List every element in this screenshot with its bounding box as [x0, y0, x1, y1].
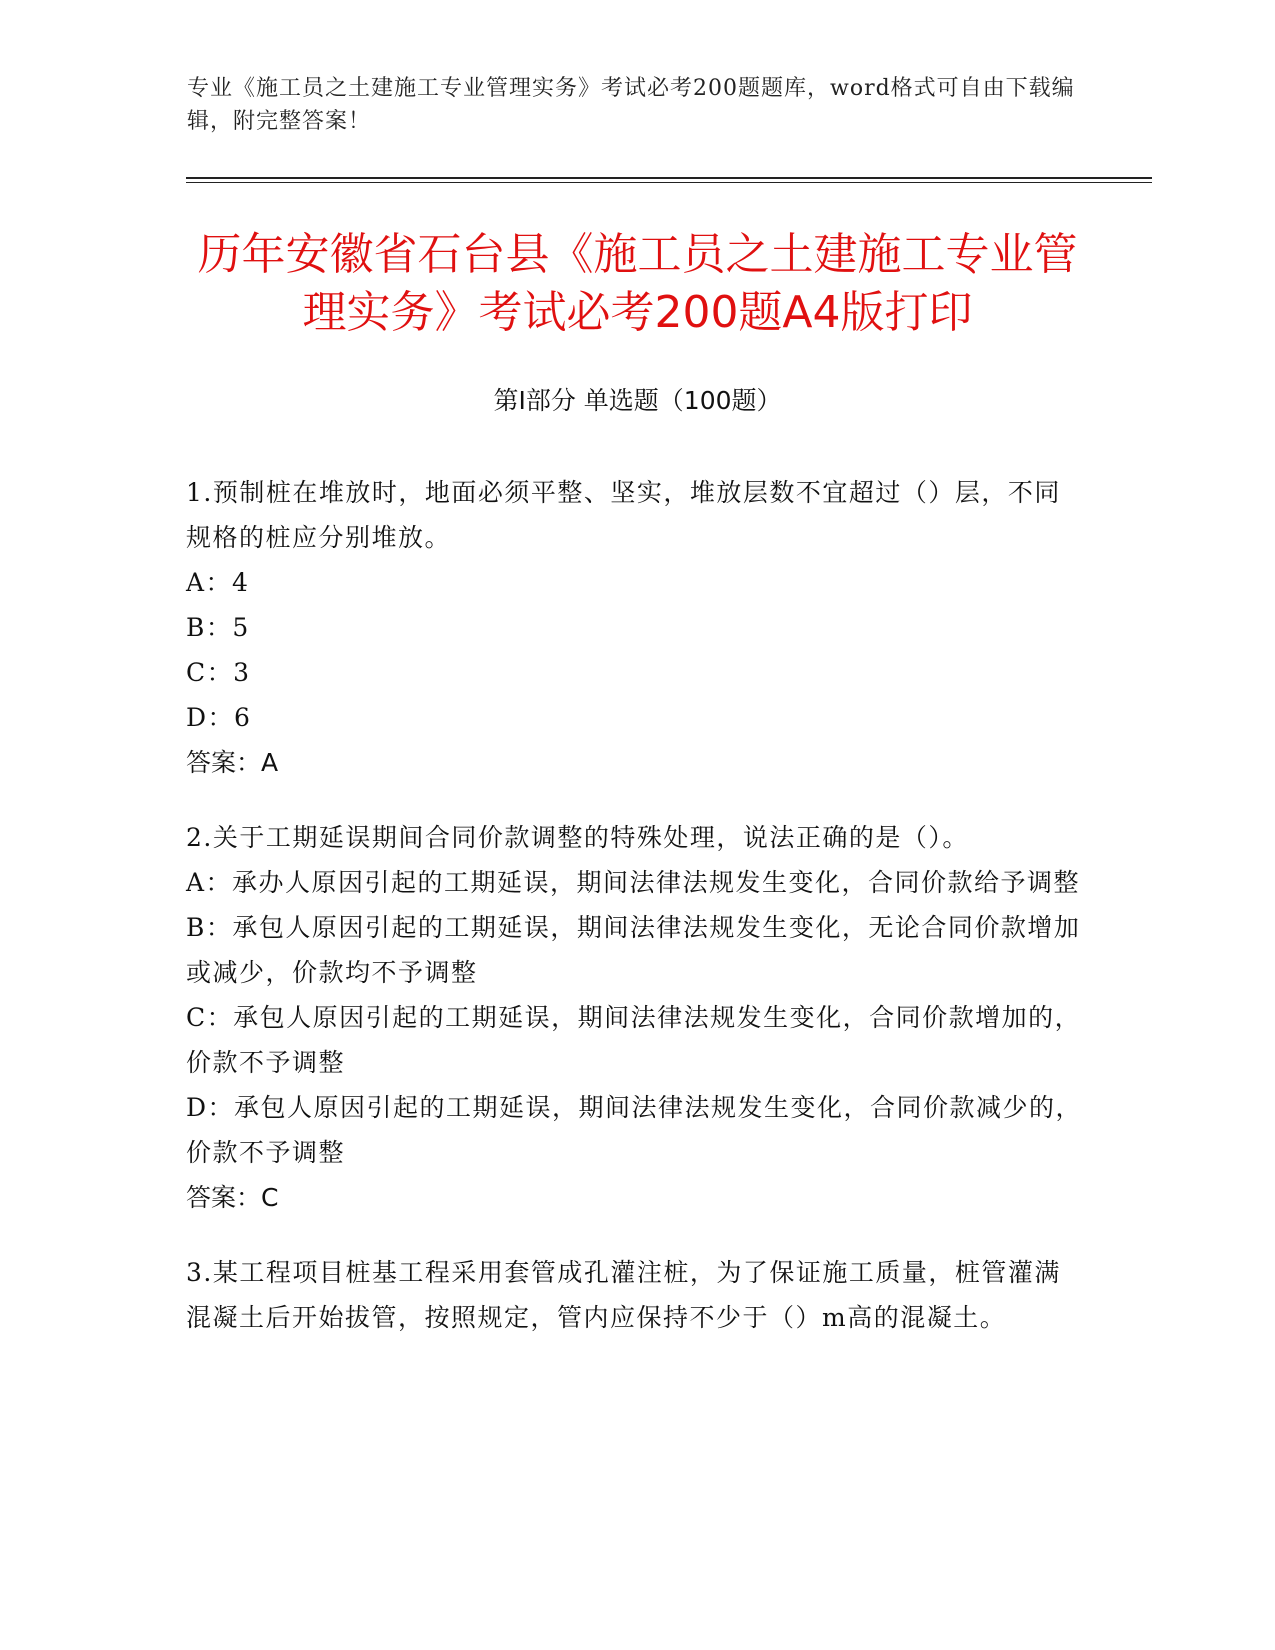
option-b: B：5 [186, 613, 250, 642]
option-a: A：承办人原因引起的工期延误，期间法律法规发生变化，合同价款给予调整 [186, 868, 1081, 897]
header-divider-thin [186, 182, 1152, 183]
question-1 [186, 470, 1086, 785]
header-divider-thick [186, 177, 1152, 179]
option-d: D：承包人原因引起的工期延误，期间法律法规发生变化，合同价款减少的，价款不予调整 [186, 1093, 1083, 1167]
option-a: A：4 [186, 568, 250, 597]
question-2 [186, 815, 1086, 1220]
question-3 [186, 1250, 1086, 1340]
answer: 答案：C [186, 1183, 279, 1212]
question-text: 3.某工程项目桩基工程采用套管成孔灌注桩，为了保证施工质量，桩管灌满混凝土后开始拔管，按照规定，管内应保持不少于（）m高的混凝土。 [186, 1258, 1061, 1332]
page-title: 历年安徽省石台县《施工员之土建施工专业管理实务》考试必考200题A4版打印 [197, 229, 1078, 338]
option-d: D：6 [186, 703, 252, 732]
question-list [186, 470, 1086, 1370]
question-text: 2.关于工期延误期间合同价款调整的特殊处理，说法正确的是（）。 [186, 823, 969, 852]
option-c: C：承包人原因引起的工期延误，期间法律法规发生变化，合同价款增加的，价款不予调整 [186, 1003, 1082, 1077]
answer: 答案：A [186, 748, 279, 777]
option-b: B：承包人原因引起的工期延误，期间法律法规发生变化，无论合同价款增加或减少，价款均不予调整 [186, 913, 1081, 987]
header-note: 专业《施工员之土建施工专业管理实务》考试必考200题题库，word格式可自由下载编辑，附完整答案！ [187, 76, 1075, 134]
question-text: 1.预制桩在堆放时，地面必须平整、坚实，堆放层数不宜超过（）层，不同规格的桩应分别堆放。 [186, 478, 1061, 552]
section-title: 第Ⅰ部分 单选题（100题） [493, 386, 782, 415]
option-c: C：3 [186, 658, 251, 687]
